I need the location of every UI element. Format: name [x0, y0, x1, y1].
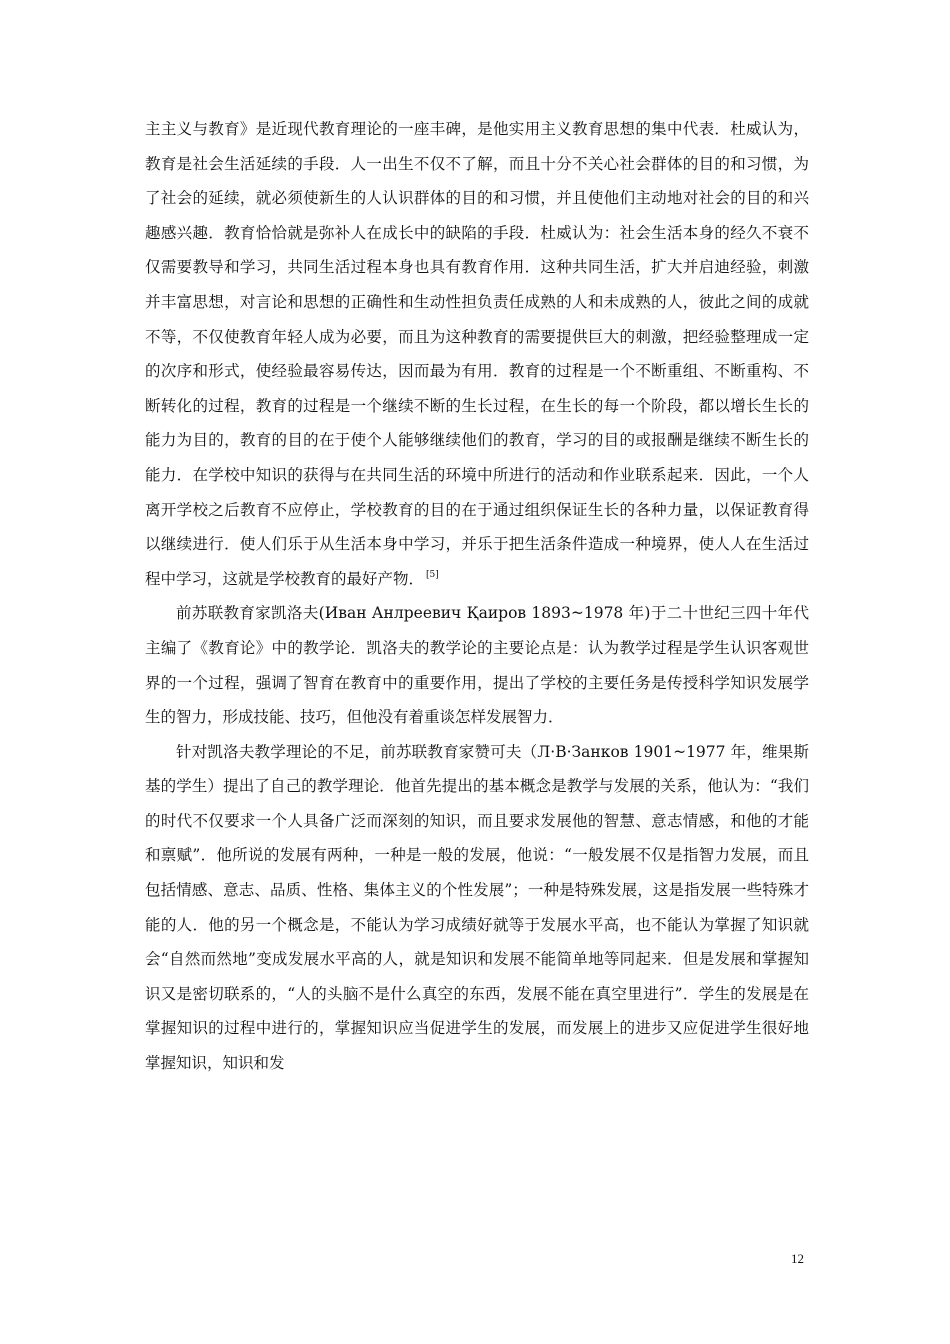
- paragraph-text: 前苏联教育家凯洛夫(Иван Анлреевич Қаиров 1893~1978 年)于二十世纪三四十年代主编了《教育论》中的教学论．凯洛夫的教学论的主要论点是：认为教学过程是学生认识客观世界的一个过程，强调了智育在教育中的重要作用，提出了学校的主要任务是传授科学知识发展学生的智力，形成技能、技巧，但他没有着重谈怎样发展智力．: [145, 604, 809, 727]
- paragraph-zankov: [145, 735, 809, 1081]
- body-text: [145, 112, 809, 1081]
- paragraph-text: 针对凯洛夫教学理论的不足，前苏联教育家赞可夫（Л·В·Занков 1901~1977 年，维果斯基的学生）提出了自己的教学理论．他首先提出的基本概念是教学与发展的关系，他认为：“我们的时代不仅要求一个人具备广泛而深刻的知识，而且要求发展他的智慧、意志情感，和他的才能和禀赋”．他所说的发展有两种，一种是一般的发展，他说：“一般发展不仅是指智力发展，而且包括情感、意志、品质、性格、集体主义的个性发展”；一种是特殊发展，这是指发展一些特殊才能的人．他的另一个概念是，不能认为学习成绩好就等于发展水平高，也不能认为掌握了知识就会“自然而然地”变成发展水平高的人，就是知识和发展不能简单地等同起来．但是发展和掌握知识又是密切联系的，“人的头脑不是什么真空的东西，发展不能在真空里进行”．学生的发展是在掌握知识的过程中进行的，掌握知识应当促进学生的发展，而发展上的进步又应促进学生很好地掌握知识，知识和发: [145, 742, 809, 1073]
- paragraph-text: 主主义与教育》是近现代教育理论的一座丰碑，是他实用主义教育思想的集中代表．杜威认为，教育是社会生活延续的手段．人一出生不仅不了解，而且十分不关心社会群体的目的和习惯，为了社会的延续，就必须使新生的人认识群体的目的和习惯，并且使他们主动地对社会的目的和兴趣感兴趣．教育恰恰就是弥补人在成长中的缺陷的手段．杜威认为：社会生活本身的经久不衰不仅需要教导和学习，共同生活过程本身也具有教育作用．这种共同生活，扩大并启迪经验，刺激并丰富思想，对言论和思想的正确性和生动性担负责任成熟的人和未成熟的人，彼此之间的成就不等，不仅使教育年轻人成为必要，而且为这种教育的需要提供巨大的刺激，把经验整理成一定的次序和形式，使经验最容易传达，因而最为有用．教育的过程是一个不断重组、不断重构、不断转化的过程，教育的过程是一个继续不断的生长过程，在生长的每一个阶段，都以增长生长的能力为目的，教育的目的在于使个人能够继续他们的教育，学习的目的或报酬是继续不断生长的能力．在学校中知识的获得与在共同生活的环境中所进行的活动和作业联系起来．因此，一个人离开学校之后教育不应停止，学校教育的目的在于通过组织保证生长的各种力量，以保证教育得以继续进行．使人们乐于从生活本身中学习，并乐于把生活条件造成一种境界，使人人在生活过程中学习，这就是学校教育的最好产物．: [145, 120, 809, 588]
- paragraph-dewey: [145, 112, 809, 596]
- page-number: 12: [791, 1251, 804, 1266]
- citation-marker: [5]: [426, 569, 439, 580]
- paragraph-kairov: [145, 596, 809, 734]
